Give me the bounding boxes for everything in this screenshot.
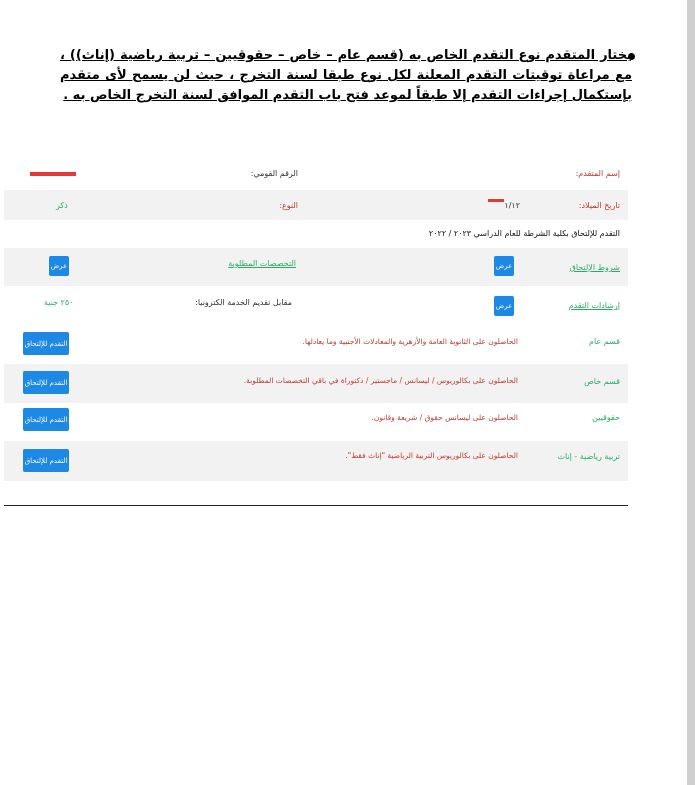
birthdate-row	[4, 190, 628, 220]
category-row	[4, 326, 628, 364]
applicant-name-label: إسم المتقدم:	[575, 169, 620, 178]
requirements-view-button[interactable]: عرض	[494, 256, 514, 276]
category-description: الحاصلون على ليسانس حقوق / شريعة وقانون.	[371, 413, 518, 422]
category-row	[4, 403, 628, 441]
apply-law-button[interactable]: التقدم للإلتحاق	[23, 408, 69, 431]
specializations-link[interactable]: التخصصات المطلوبة	[228, 259, 296, 268]
requirements-link[interactable]: شروط الإلتحاق	[569, 263, 620, 272]
specializations-view-button[interactable]: عرض	[49, 256, 69, 276]
national-id-label: الرقم القومي:	[250, 169, 298, 178]
gender-value: ذكر	[56, 201, 68, 210]
category-row	[4, 364, 628, 403]
academic-year-row	[4, 220, 628, 248]
fee-label: مقابل تقديم الخدمة الكترونيا:	[195, 298, 292, 307]
apply-general-button[interactable]: التقدم للإلتحاق	[23, 332, 69, 355]
category-name: قسم خاص	[584, 377, 620, 386]
birthdate-value: ١/١٢	[504, 201, 520, 210]
instructions-view-button[interactable]: عرض	[494, 296, 514, 316]
birthdate-label: تاريخ الميلاد:	[578, 201, 620, 210]
category-name: قسم عام	[589, 337, 620, 346]
category-description: الحاصلون على بكالوريوس التربية الرياضية "إناث فقط".	[345, 451, 518, 460]
redacted-birthdate	[488, 199, 504, 202]
category-name: حقوقيين	[592, 413, 620, 422]
bottom-divider	[4, 505, 628, 506]
page-edge-shadow	[687, 0, 695, 785]
category-name: تربية رياضية - إناث	[557, 452, 620, 461]
requirements-row	[4, 248, 628, 286]
applicant-name-row	[4, 156, 628, 190]
fee-value: ٢٥٠ جنية	[44, 298, 74, 307]
category-description: الحاصلون على الثانوية العامة والأزهرية والمعادلات الأجنبية وما يعادلها.	[302, 337, 518, 346]
category-row	[4, 441, 628, 481]
instructions-row	[4, 286, 628, 326]
category-description: الحاصلون على بكالوريوس / ليسانس / ماجستير / دكتوراة في باقي التخصصات المطلوبة.	[243, 376, 518, 385]
academic-year-text: التقدم للإلتحاق بكلية الشرطة للعام الدراسي ٢٠٢٣ / ٢٠٢٢	[428, 229, 620, 238]
intro-paragraph: يختار المتقدم نوع التقدم الخاص به (قسم عام – خاص – حقوقيين – تربية رياضية (إناث)) ، مع مراعاة توقيتات التقدم المعلنة لكل نوع طبقا لسنة التخرج ، حيث لن يسمح لأى متقدم بإستكمال إجراءات التقدم إلا طبقاً لموعد فتح باب التقدم الموافق لسنة التخرج الخاص به .	[60, 48, 632, 103]
apply-special-button[interactable]: التقدم للإلتحاق	[23, 371, 69, 394]
redacted-national-id	[30, 172, 76, 176]
instructions-link[interactable]: إرشادات التقدم	[568, 301, 620, 310]
apply-sports-female-button[interactable]: التقدم للإلتحاق	[23, 449, 69, 472]
application-form	[4, 156, 628, 496]
gender-label: النوع:	[279, 201, 298, 210]
